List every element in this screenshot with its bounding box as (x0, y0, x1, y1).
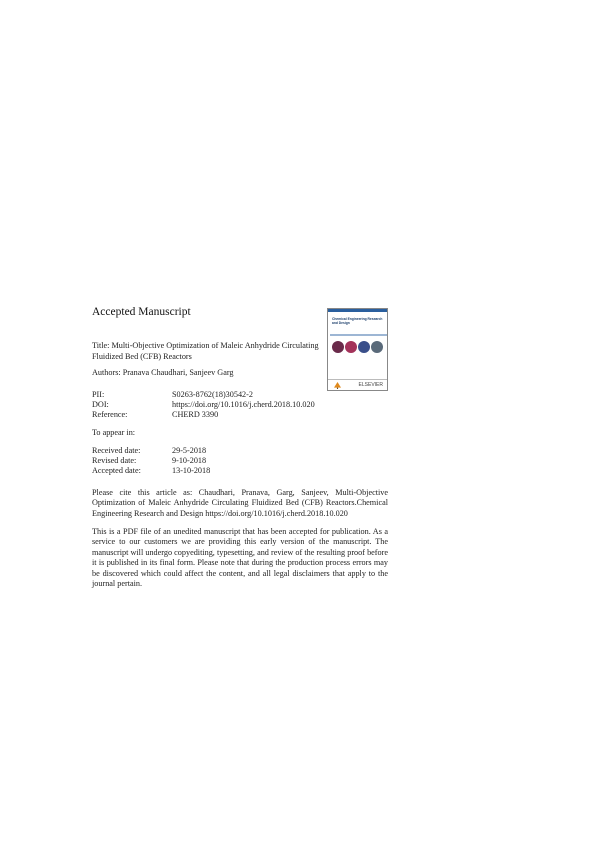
cover-circle-2 (345, 341, 357, 353)
to-appear-label: To appear in: (92, 428, 136, 437)
date-row (92, 466, 210, 476)
identifier-label: PII: (92, 390, 105, 399)
date-value: 9-10-2018 (172, 456, 207, 466)
date-row (92, 446, 210, 456)
cover-band (328, 309, 387, 312)
cover-image-circles (332, 341, 383, 353)
dates-table (92, 446, 210, 477)
cover-circle-3 (358, 341, 370, 353)
identifier-value: S0263-8762(18)30542-2 (172, 390, 253, 399)
identifier-row (92, 390, 315, 400)
citation-paragraph: Please cite this article as: Chaudhari, Pranava, Garg, Sanjeev, Multi-Objective Optimization of Maleic Anhydride Circulating Fluidized Bed (CFB) Reactors.Chemical Engineering Research and Design https://doi.org/10.1016/j.cherd.2018.10.020 (92, 488, 388, 518)
identifier-table (92, 390, 315, 421)
cover-circle-1 (332, 341, 344, 353)
date-value: 29-5-2018 (172, 446, 207, 455)
cover-footer (328, 379, 387, 390)
manuscript-title: Title: Multi-Objective Optimization of Maleic Anhydride Circulating Fluidized Bed (CFB) Reactors (92, 341, 319, 361)
cover-brand: ELSEVIER (358, 382, 383, 388)
publisher-tree-icon (334, 382, 341, 389)
cover-stripe (330, 334, 387, 336)
date-row (92, 456, 210, 466)
disclaimer-paragraph: This is a PDF file of an unedited manuscript that has been accepted for publication. As a service to our customers we are providing this early version of the manuscript. The manuscript will undergo copyediting, typesetting, and review of the resulting proof before it is published in its final form. Please note that during the production process errors may be discovered which could affect the content, and all legal disclaimers that apply to the journal pertain. (92, 527, 388, 589)
cover-circle-4 (371, 341, 383, 353)
page-heading: Accepted Manuscript (92, 306, 191, 318)
identifier-row (92, 400, 315, 410)
cover-journal-title: Chemical Engineering Research and Design (332, 317, 383, 325)
identifier-label: DOI: (92, 400, 109, 410)
date-value: 13-10-2018 (172, 466, 211, 476)
journal-cover-thumbnail (327, 308, 388, 391)
date-label: Revised date: (92, 456, 137, 466)
manuscript-authors: Authors: Pranava Chaudhari, Sanjeev Garg (92, 368, 234, 377)
date-label: Accepted date: (92, 466, 141, 476)
identifier-label: Reference: (92, 410, 128, 420)
identifier-row (92, 410, 315, 420)
date-label: Received date: (92, 446, 141, 455)
doi-link[interactable]: https://doi.org/10.1016/j.cherd.2018.10.020 (172, 400, 315, 410)
identifier-value: CHERD 3390 (172, 410, 219, 420)
